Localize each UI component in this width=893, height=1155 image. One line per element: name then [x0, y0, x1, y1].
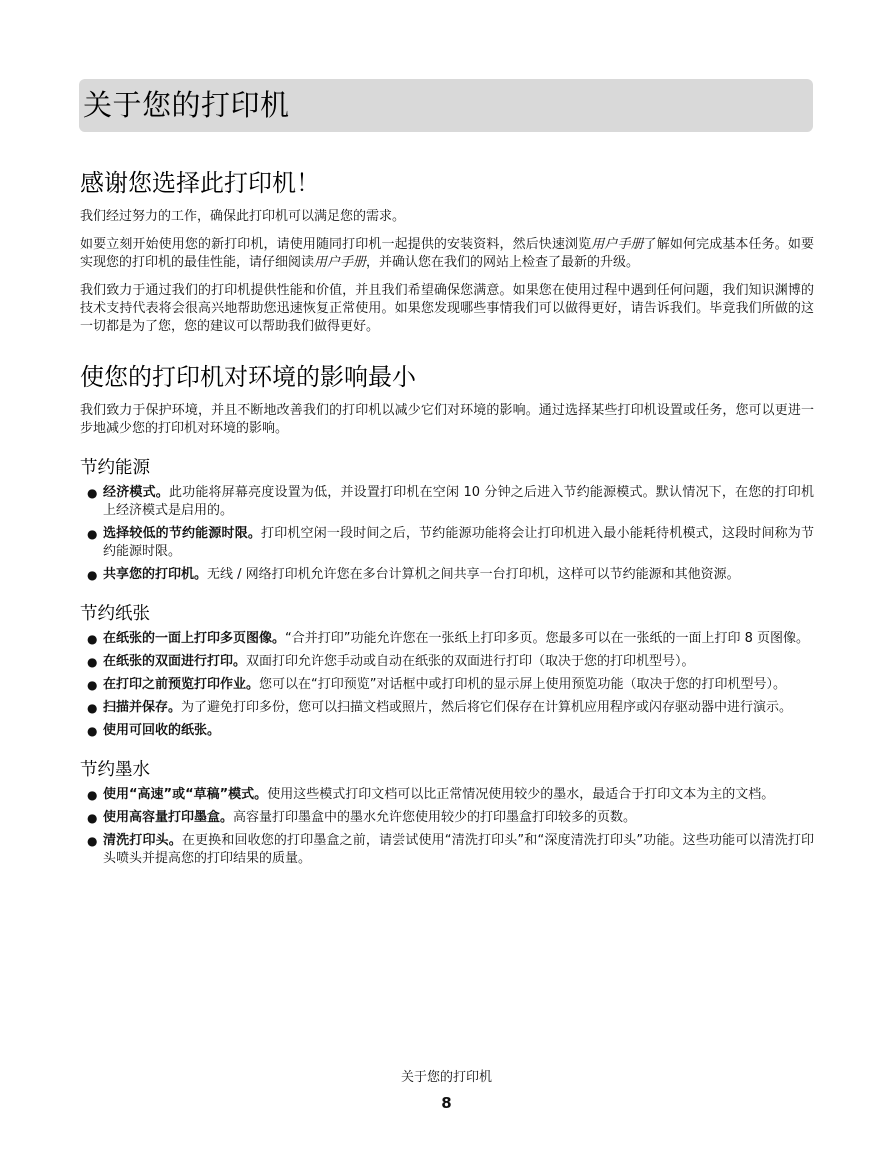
- bullet-icon: ●: [87, 834, 98, 848]
- paragraph-environment-intro: 我们致力于保护环境，并且不断地改善我们的打印机以减少它们对环境的影响。通过选择某些打印机设置或任务，您可以更进一步地减少您的打印机对环境的影响。: [80, 403, 814, 436]
- bullet-icon: ●: [87, 701, 98, 715]
- list-item-text: 您可以在“打印预览”对话框中或打印机的显示屏上使用预览功能（取决于您的打印机型号）。: [259, 677, 786, 692]
- bullet-icon: ●: [87, 486, 98, 500]
- section-heading-environment: 使您的打印机对环境的影响最小: [80, 363, 416, 391]
- list-item-lead: 选择较低的节约能源时限。: [103, 526, 262, 541]
- energy-list: [80, 484, 814, 584]
- list-item-lead: 在纸张的双面进行打印。: [103, 654, 247, 669]
- bullet-icon: ●: [87, 678, 98, 692]
- bullet-icon: ●: [87, 724, 98, 738]
- list-item: [80, 676, 814, 694]
- subheading-paper: 节约纸张: [80, 604, 150, 624]
- list-item-text: 为了避免打印多份，您可以扫描文档或照片，然后将它们保存在计算机应用程序或闪存驱动器中进行演示。: [181, 700, 793, 715]
- list-item-lead: 经济模式。: [103, 485, 169, 500]
- list-item-lead: 在纸张的一面上打印多页图像。: [103, 631, 286, 646]
- ink-list: [80, 786, 814, 868]
- paragraph-text: 如要立刻开始使用您的新打印机，请使用随同打印机一起提供的安装资料，然后快速浏览: [80, 237, 592, 252]
- paper-list: [80, 630, 814, 740]
- list-item-text: 使用这些模式打印文档可以比正常情况使用较少的墨水，最适合于打印文本为主的文档。: [267, 787, 775, 802]
- list-item: [80, 699, 814, 717]
- list-item-lead: 清洗打印头。: [103, 833, 182, 848]
- list-item: [80, 786, 814, 804]
- list-item-lead: 使用高容量打印墨盒。: [103, 810, 234, 825]
- bullet-icon: ●: [87, 568, 98, 582]
- list-item-text: “合并打印”功能允许您在一张纸上打印多页。您最多可以在一张纸的一面上打印 8 页图像。: [285, 631, 810, 646]
- section-heading-thanks: 感谢您选择此打印机！: [80, 169, 320, 197]
- chapter-header-bar: [79, 79, 813, 132]
- paragraph-text: 了解如何完成基本任务。如要实现您的打印机的最佳性能，请仔细阅读: [80, 237, 814, 270]
- subheading-ink: 节约墨水: [80, 760, 150, 780]
- list-item: [80, 832, 814, 868]
- page-content: [80, 166, 814, 873]
- paragraph-commitment: 我们致力于通过我们的打印机提供性能和价值，并且我们希望确保您满意。如果您在使用过程中遇到任何问题，我们知识渊博的技术支持代表将会很高兴地帮助您迅速恢复正常使用。如果您发现哪些事情我们可以做得更好，请告诉我们。毕竟我们所做的这一切都是为了您，您的建议可以帮助我们做得更好。: [80, 283, 814, 334]
- bullet-icon: ●: [87, 788, 98, 802]
- bullet-icon: ●: [87, 811, 98, 825]
- list-item-lead: 使用“高速”或“草稿”模式。: [103, 787, 268, 802]
- list-item-text: 在更换和回收您的打印墨盒之前，请尝试使用“清洗打印头”和“深度清洗打印头”功能。这些功能可以清洗打印头喷头并提高您的打印结果的质量。: [103, 833, 814, 866]
- list-item-text: 双面打印允许您手动或自动在纸张的双面进行打印（取决于您的打印机型号）。: [246, 654, 695, 669]
- list-item-lead: 共享您的打印机。: [103, 567, 208, 582]
- paragraph-getting-started: [80, 236, 814, 272]
- list-item-lead: 扫描并保存。: [103, 700, 182, 715]
- chapter-title: 关于您的打印机: [83, 88, 290, 122]
- user-guide-reference: 用户手册: [591, 237, 644, 252]
- footer-chapter-title: 关于您的打印机: [400, 1070, 492, 1085]
- list-item: [80, 525, 814, 561]
- subheading-energy: 节约能源: [80, 458, 150, 478]
- list-item-text: 高容量打印墨盒中的墨水允许您使用较少的打印墨盒打印较多的页数。: [233, 810, 637, 825]
- list-item-lead: 在打印之前预览打印作业。: [103, 677, 260, 692]
- list-item-lead: 使用可回收的纸张。: [103, 723, 221, 738]
- bullet-icon: ●: [87, 527, 98, 541]
- paragraph-text: ，并确认您在我们的网站上检查了最新的升级。: [366, 255, 640, 270]
- bullet-icon: ●: [87, 632, 98, 646]
- list-item: [80, 722, 814, 740]
- list-item-text: 无线 / 网络打印机允许您在多台计算机之间共享一台打印机，这样可以节约能源和其他资源。: [207, 567, 740, 582]
- list-item: [80, 566, 814, 584]
- paragraph-intro: 我们经过努力的工作，确保此打印机可以满足您的需求。: [80, 209, 406, 224]
- page-number: 8: [441, 1094, 452, 1112]
- list-item: [80, 630, 814, 648]
- list-item-text: 此功能将屏幕亮度设置为低，并设置打印机在空闲 10 分钟之后进入节约能源模式。默认情况下，在您的打印机上经济模式是启用的。: [103, 485, 814, 518]
- list-item-text: 打印机空闲一段时间之后，节约能源功能将会让打印机进入最小能耗待机模式，这段时间称为节约能源时限。: [103, 526, 814, 559]
- user-guide-reference: 用户手册: [314, 255, 367, 270]
- bullet-icon: ●: [87, 655, 98, 669]
- list-item: [80, 653, 814, 671]
- list-item: [80, 809, 814, 827]
- list-item: [80, 484, 814, 520]
